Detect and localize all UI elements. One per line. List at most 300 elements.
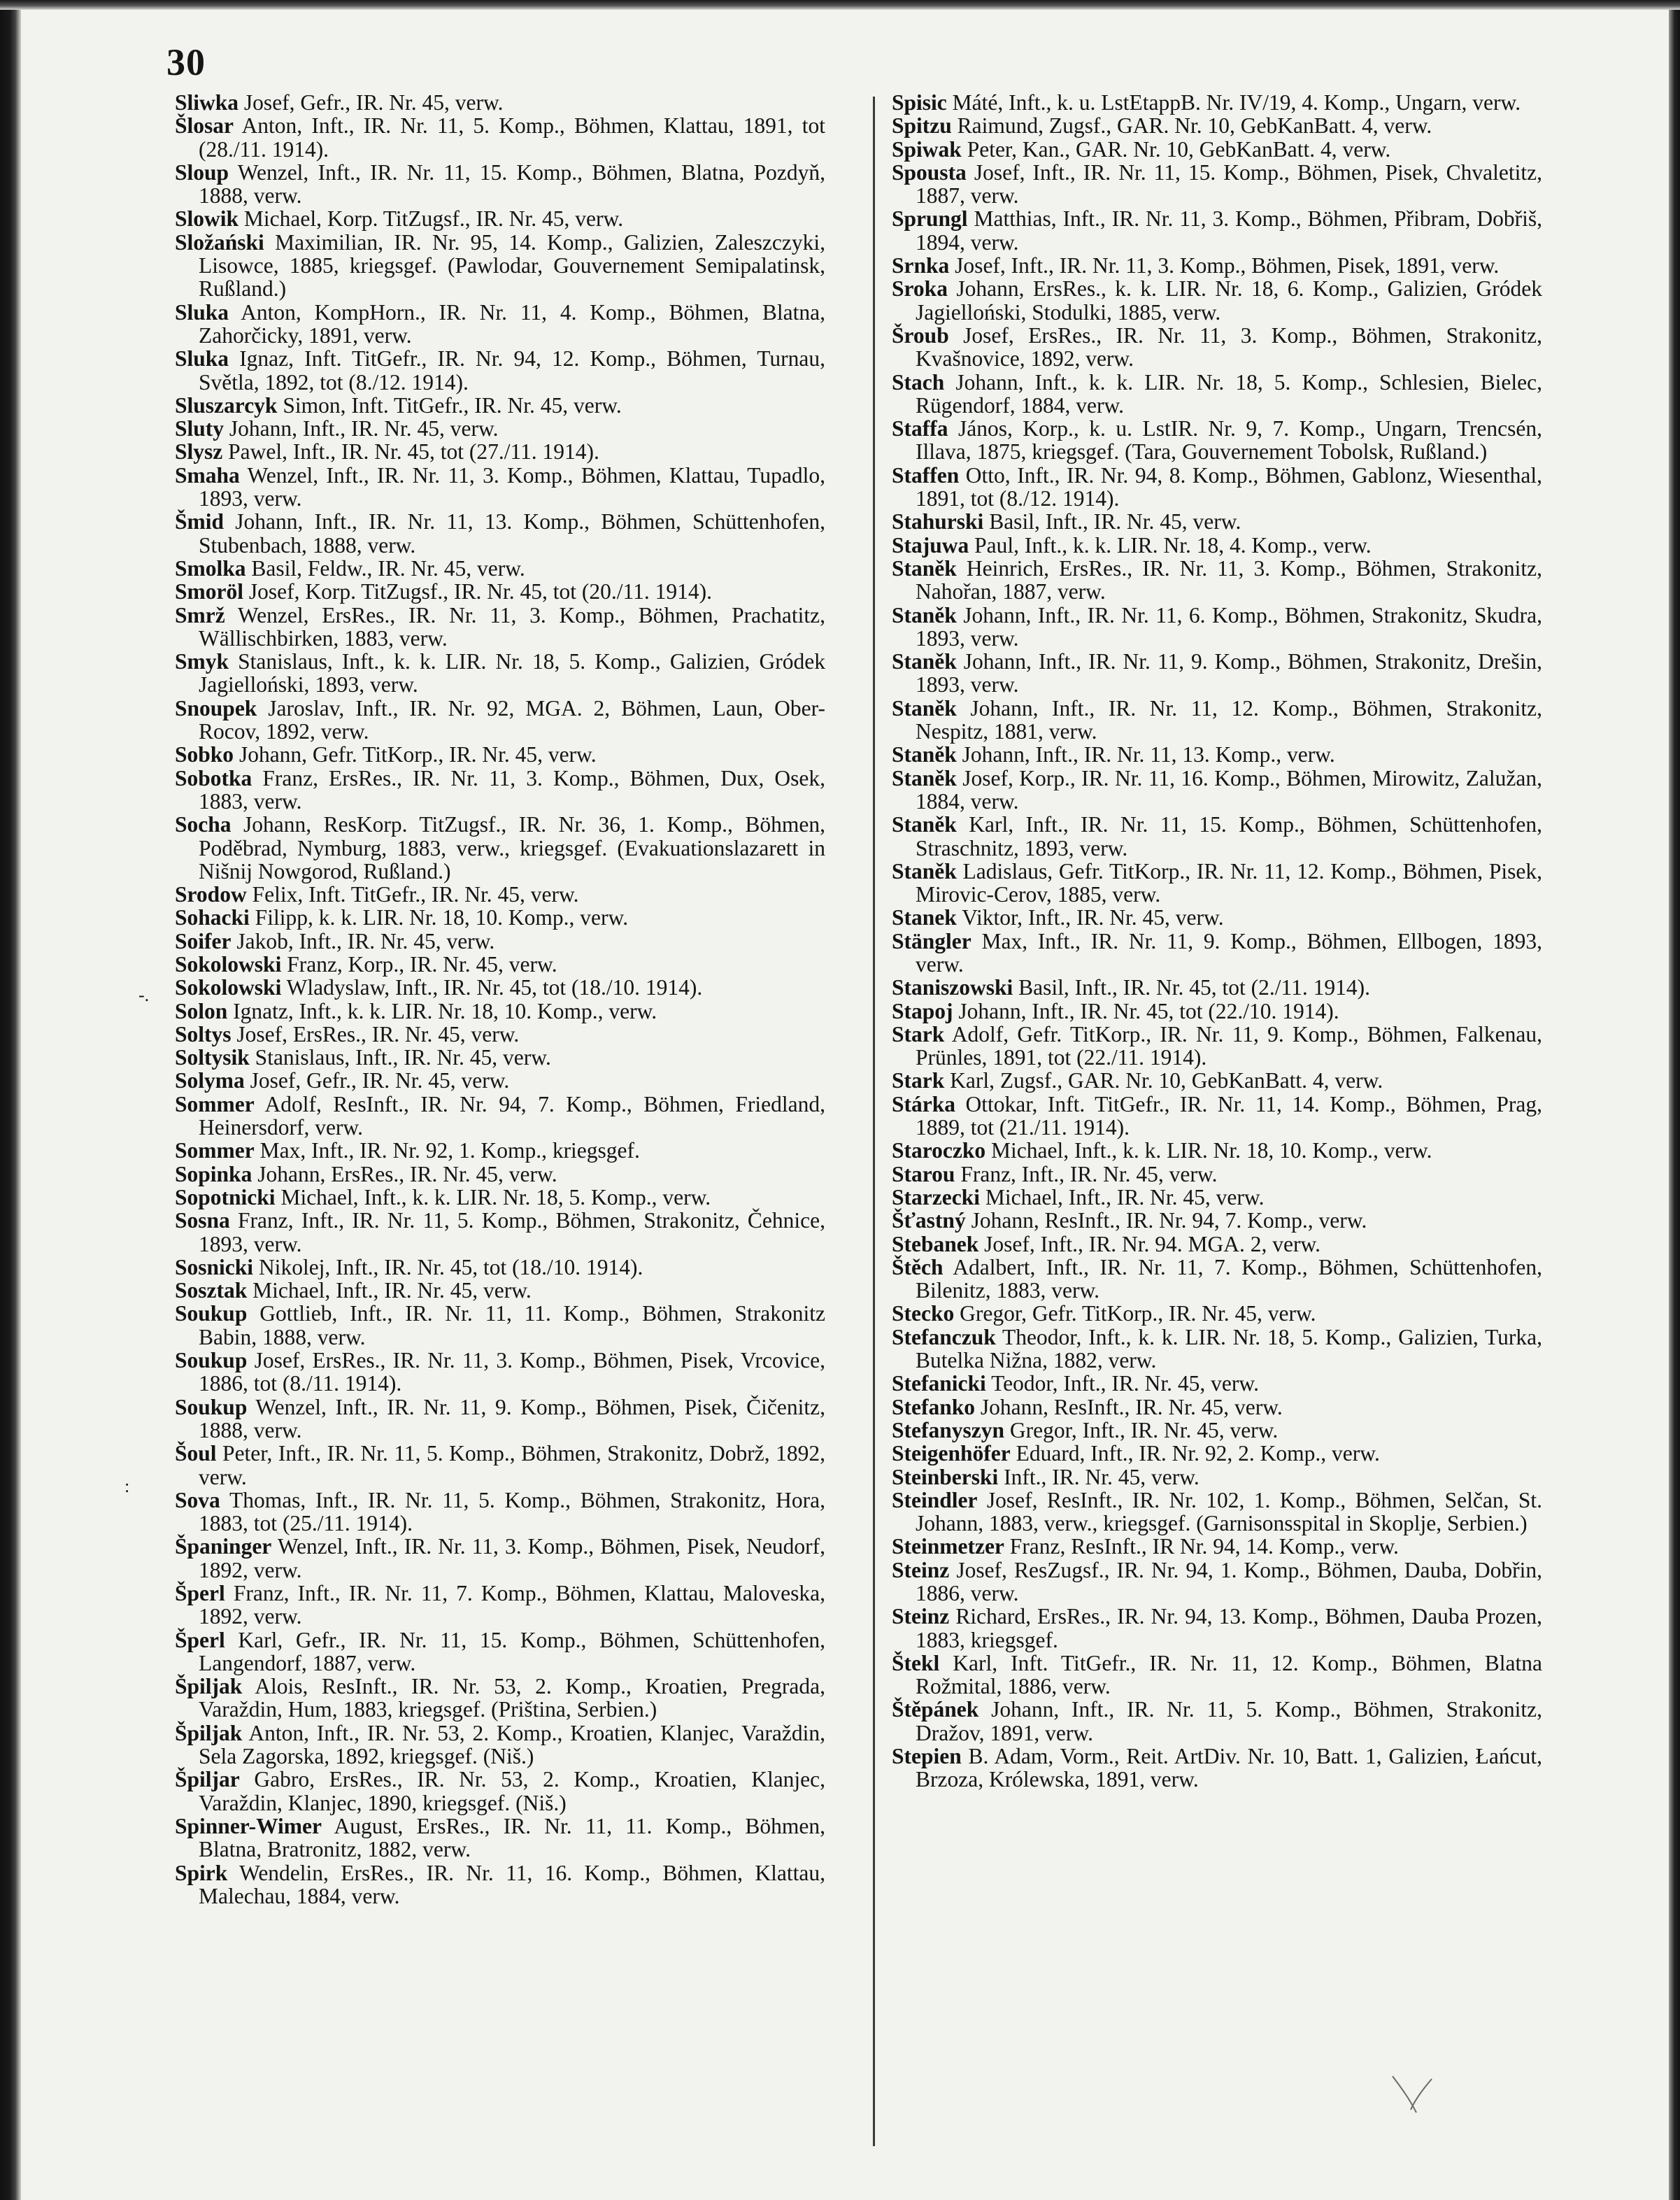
casualty-entry: [892, 1745, 1542, 1791]
entry-surname: Staniszowski: [892, 975, 1013, 1000]
entry-surname: Staněk: [892, 695, 957, 721]
entry-surname: Sliwka: [175, 90, 239, 115]
casualty-entry: [892, 114, 1542, 137]
casualty-entry: [892, 138, 1542, 161]
casualty-entry: [175, 883, 825, 906]
casualty-entry: [892, 930, 1542, 977]
entry-surname: Sosna: [175, 1208, 230, 1233]
entry-details: Karl, Zugsf., GAR. Nr. 10, GebKanBatt. 4, verw.: [950, 1068, 1383, 1093]
entry-details: Gregor, Inft., IR. Nr. 45, verw.: [1009, 1417, 1279, 1442]
casualty-entry: [892, 813, 1542, 860]
entry-details: Ignaz, Inft. TitGefr., IR. Nr. 94, 12. Komp., Böhmen, Turnau, Světla, 1892, tot (8./12. 1914).: [199, 346, 825, 395]
entry-details: Simon, Inft. TitGefr., IR. Nr. 45, verw.: [283, 392, 622, 418]
entry-surname: Sommer: [175, 1138, 255, 1163]
casualty-entry: [175, 1489, 825, 1535]
casualty-entry: [892, 1256, 1542, 1303]
casualty-entry: [175, 650, 825, 697]
entry-details: Johann, Inft., k. k. LIR. Nr. 18, 5. Komp., Schlesien, Bielec, Rügendorf, 1884, verw.: [916, 369, 1543, 418]
entry-details: Johann, Inft., IR. Nr. 11, 13. Komp., Böhmen, Schüttenhofen, Stubenbach, 1888, verw.: [199, 509, 825, 558]
casualty-entry: [892, 1000, 1542, 1023]
casualty-entry: [892, 510, 1542, 533]
entry-details: Josef, Inft., IR. Nr. 11, 15. Komp., Böhmen, Pisek, Chvaletitz, 1887, verw.: [916, 159, 1543, 208]
casualty-entry: [892, 1069, 1542, 1092]
casualty-entry: [175, 1768, 825, 1815]
entry-surname: Sprungl: [892, 206, 968, 232]
entry-details: Theodor, Inft., k. k. LIR. Nr. 18, 5. Komp., Galizien, Turka, Butelka Nižna, 1882, verw.: [916, 1324, 1542, 1373]
entry-surname: Stängler: [892, 928, 971, 953]
entry-surname: Solyma: [175, 1068, 245, 1093]
entry-details: Johann, Inft., IR. Nr. 11, 9. Komp., Böhmen, Strakonitz, Drešin, 1893, verw.: [916, 649, 1542, 697]
entry-details: Johann, Inft., IR. Nr. 11, 12. Komp., Böhmen, Strakonitz, Nespitz, 1881, verw.: [916, 695, 1542, 744]
entry-surname: Staněk: [892, 742, 957, 767]
entry-details: Richard, ErsRes., IR. Nr. 94, 13. Komp., Böhmen, Dauba Prozen, 1883, kriegsgef.: [916, 1604, 1542, 1652]
entry-surname: Stefanczuk: [892, 1324, 996, 1349]
casualty-entry: [892, 557, 1542, 604]
entry-surname: Soltysik: [175, 1045, 250, 1070]
entry-surname: Sommer: [175, 1091, 255, 1116]
casualty-entry: [892, 417, 1542, 464]
casualty-entry: [175, 1279, 825, 1302]
margin-mark: :: [124, 1476, 130, 1496]
entry-surname: Soukup: [175, 1348, 248, 1373]
casualty-entry: [175, 1861, 825, 1908]
entry-details: Máté, Inft., k. u. LstEtappB. Nr. IV/19, 4. Komp., Ungarn, verw.: [952, 90, 1521, 115]
entry-surname: Stark: [892, 1021, 945, 1046]
casualty-entry: [175, 1186, 825, 1209]
entry-surname: Šťastný: [892, 1208, 966, 1233]
entry-surname: Staffen: [892, 462, 960, 488]
casualty-entry: [892, 1559, 1542, 1605]
casualty-entry: [892, 743, 1542, 766]
entry-surname: Staněk: [892, 602, 957, 627]
casualty-entry: [175, 301, 825, 348]
entry-details: Josef, Inft., IR. Nr. 94. MGA. 2, verw.: [984, 1231, 1321, 1256]
entry-surname: Sloup: [175, 159, 229, 185]
entry-details: B. Adam, Vorm., Reit. ArtDiv. Nr. 10, Batt. 1, Galizien, Łańcut, Brzoza, Królewska, 1891, verw.: [916, 1744, 1543, 1792]
casualty-entry: [175, 976, 825, 999]
casualty-entry: [892, 604, 1542, 651]
entry-details: Nikolej, Inft., IR. Nr. 45, tot (18./10. 1914).: [258, 1254, 643, 1279]
casualty-entry: [175, 953, 825, 976]
entry-details: Franz, Inft., IR. Nr. 11, 7. Komp., Böhmen, Klattau, Maloveska, 1892, verw.: [199, 1581, 825, 1629]
entry-details: Matthias, Inft., IR. Nr. 11, 3. Komp., Böhmen, Přibram, Dobřiš, 1894, verw.: [916, 206, 1543, 255]
casualty-entry: [175, 231, 825, 301]
entry-details: Josef, Korp. TitZugsf., IR. Nr. 45, tot (20./11. 1914).: [248, 579, 712, 604]
entry-details: Gregor, Gefr. TitKorp., IR. Nr. 45, verw.: [960, 1301, 1316, 1326]
casualty-entry: [892, 1023, 1542, 1070]
entry-surname: Steinmetzer: [892, 1534, 1004, 1559]
entry-details: Josef, ResInft., IR. Nr. 102, 1. Komp., Böhmen, Selčan, St. Johann, 1883, verw., kriegsgef. (Garnisonsspital in Skoplje, Serbien.): [916, 1487, 1543, 1536]
entry-details: Johann, Gefr. TitKorp., IR. Nr. 45, verw.: [239, 742, 597, 767]
casualty-entry: [175, 1815, 825, 1861]
casualty-entry: [892, 767, 1542, 814]
casualty-entry: [175, 1000, 825, 1023]
margin-mark: -.: [138, 985, 150, 1005]
casualty-entry: [892, 1326, 1542, 1372]
entry-details: Teodor, Inft., IR. Nr. 45, verw.: [991, 1371, 1259, 1396]
entry-surname: Sosnicki: [175, 1254, 254, 1279]
entry-details: Wenzel, Inft., IR. Nr. 11, 3. Komp., Böhmen, Pisek, Neudorf, 1892, verw.: [199, 1534, 825, 1582]
entry-surname: Sobko: [175, 742, 234, 767]
casualty-entry: [892, 1652, 1542, 1698]
casualty-entry: [892, 1605, 1542, 1652]
entry-details: Josef, Gefr., IR. Nr. 45, verw.: [250, 1068, 510, 1093]
casualty-entry: [175, 417, 825, 440]
right-column: [892, 91, 1542, 1791]
entry-details: Basil, Feldw., IR. Nr. 45, verw.: [251, 555, 525, 581]
entry-surname: Stárka: [892, 1091, 956, 1116]
entry-details: Otto, Inft., IR. Nr. 94, 8. Komp., Böhmen, Gablonz, Wiesenthal, 1891, tot (8./12. 1914).: [916, 462, 1543, 511]
entry-details: Adolf, ResInft., IR. Nr. 94, 7. Komp., Böhmen, Friedland, Heinersdorf, verw.: [199, 1091, 825, 1140]
casualty-entry: [892, 697, 1542, 744]
casualty-entry: [892, 534, 1542, 557]
entry-details: Johann, ErsRes., IR. Nr. 45, verw.: [257, 1161, 557, 1186]
casualty-entry: [892, 1233, 1542, 1256]
entry-surname: Stach: [892, 369, 945, 395]
entry-surname: Stapoj: [892, 998, 953, 1023]
entry-surname: Šperl: [175, 1627, 225, 1652]
casualty-entry: [892, 371, 1542, 418]
entry-details: Maximilian, IR. Nr. 95, 14. Komp., Galizien, Zaleszczyki, Lisowce, 1885, kriegsgef. (Pawlodar, Gouvernement Semipalatinsk, Rußland.): [199, 229, 825, 301]
casualty-entry: [892, 1442, 1542, 1465]
entry-details: Anton, Inft., IR. Nr. 11, 5. Komp., Böhmen, Klattau, 1891, tot (28./11. 1914).: [199, 113, 825, 162]
entry-surname: Soukup: [175, 1301, 248, 1326]
casualty-entry: [175, 557, 825, 580]
entry-surname: Smoröl: [175, 579, 243, 604]
entry-details: Johann, Inft., IR. Nr. 11, 13. Komp., verw.: [962, 742, 1335, 767]
casualty-entry: [892, 1302, 1542, 1325]
entry-surname: Šlosar: [175, 113, 234, 139]
entry-details: Johann, Inft., IR. Nr. 45, tot (22./10. 1914).: [958, 998, 1339, 1023]
casualty-entry: [175, 510, 825, 557]
entry-surname: Šroub: [892, 322, 949, 348]
entry-surname: Soukup: [175, 1394, 248, 1419]
entry-details: Josef, ErsRes., IR. Nr. 11, 3. Komp., Böhmen, Strakonitz, Kvašnovice, 1892, verw.: [916, 322, 1543, 371]
entry-surname: Štěch: [892, 1254, 944, 1279]
entry-surname: Špiljar: [175, 1767, 240, 1792]
casualty-entry: [892, 1466, 1542, 1489]
entry-details: Gottlieb, Inft., IR. Nr. 11, 11. Komp., Böhmen, Strakonitz Babin, 1888, verw.: [199, 1301, 825, 1349]
entry-surname: Spitzu: [892, 113, 952, 139]
casualty-entry: [892, 1093, 1542, 1140]
entry-details: Peter, Kan., GAR. Nr. 10, GebKanBatt. 4, verw.: [967, 136, 1391, 162]
casualty-entry: [175, 1139, 825, 1162]
entry-surname: Steinz: [892, 1604, 950, 1629]
entry-details: Wenzel, Inft., IR. Nr. 11, 9. Komp., Böhmen, Pisek, Čičenitz, 1888, verw.: [199, 1394, 825, 1442]
entry-surname: Staněk: [892, 649, 957, 674]
left-column: [175, 91, 825, 1908]
entry-details: Thomas, Inft., IR. Nr. 11, 5. Komp., Böhmen, Strakonitz, Hora, 1883, tot (25./11. 1914).: [199, 1487, 826, 1536]
entry-details: Raimund, Zugsf., GAR. Nr. 10, GebKanBatt. 4, verw.: [957, 113, 1432, 139]
entry-surname: Staněk: [892, 555, 957, 581]
entry-details: Franz, Korp., IR. Nr. 45, verw.: [287, 951, 557, 977]
entry-details: Josef, ErsRes., IR. Nr. 45, verw.: [236, 1021, 520, 1046]
entry-details: Josef, Inft., IR. Nr. 11, 3. Komp., Böhmen, Pisek, 1891, verw.: [955, 253, 1500, 278]
entry-details: Peter, Inft., IR. Nr. 11, 5. Komp., Böhmen, Strakonitz, Dobrž, 1892, verw.: [199, 1441, 826, 1489]
casualty-entry: [175, 580, 825, 603]
entry-surname: Sokolowski: [175, 975, 282, 1000]
entry-details: Paul, Inft., k. k. LIR. Nr. 18, 4. Komp., verw.: [974, 532, 1372, 558]
entry-details: Max, Inft., IR. Nr. 92, 1. Komp., kriegsgef.: [259, 1138, 640, 1163]
entry-surname: Sluty: [175, 416, 225, 441]
entry-details: Michael, Korp. TitZugsf., IR. Nr. 45, verw.: [243, 206, 624, 232]
entry-details: Jaroslav, Inft., IR. Nr. 92, MGA. 2, Böhmen, Laun, Ober-Rocov, 1892, verw.: [199, 695, 825, 744]
entry-details: Josef, Gefr., IR. Nr. 45, verw.: [243, 90, 504, 115]
entry-surname: Špiljak: [175, 1674, 243, 1699]
entry-details: Karl, Gefr., IR. Nr. 11, 15. Komp., Böhmen, Schüttenhofen, Langendorf, 1887, verw.: [199, 1627, 825, 1675]
entry-surname: Staněk: [892, 765, 957, 790]
entry-surname: Srodow: [175, 882, 247, 907]
entry-details: Ladislaus, Gefr. TitKorp., IR. Nr. 11, 12. Komp., Böhmen, Pisek, Mirovic-Cerov, 1885, verw.: [916, 858, 1542, 907]
page-number: 30: [166, 41, 206, 83]
scan-edge-right: [1669, 0, 1680, 2200]
casualty-entry: [892, 1209, 1542, 1232]
entry-surname: Staněk: [892, 858, 957, 883]
entry-surname: Spousta: [892, 159, 967, 185]
casualty-entry: [892, 976, 1542, 999]
entry-surname: Steinz: [892, 1557, 950, 1582]
casualty-entry: [892, 1698, 1542, 1745]
entry-surname: Smaha: [175, 462, 240, 488]
casualty-entry: [175, 1535, 825, 1582]
casualty-entry: [892, 254, 1542, 277]
entry-details: Stanislaus, Inft., IR. Nr. 45, verw.: [255, 1045, 551, 1070]
entry-details: Viktor, Inft., IR. Nr. 45, verw.: [962, 905, 1224, 930]
entry-details: Jakob, Inft., IR. Nr. 45, verw.: [236, 928, 495, 953]
entry-surname: Smolka: [175, 555, 246, 581]
entry-surname: Stahurski: [892, 509, 984, 534]
entry-surname: Sluka: [175, 299, 229, 325]
entry-surname: Stanek: [892, 905, 957, 930]
casualty-entry: [892, 91, 1542, 114]
entry-surname: Stebanek: [892, 1231, 979, 1256]
casualty-entry: [175, 1023, 825, 1046]
casualty-entry: [892, 1419, 1542, 1442]
casualty-entry: [175, 1093, 825, 1140]
entry-surname: Sopinka: [175, 1161, 252, 1186]
entry-details: Max, Inft., IR. Nr. 11, 9. Komp., Böhmen, Ellbogen, 1893, verw.: [916, 928, 1543, 977]
entry-surname: Sopotnicki: [175, 1184, 276, 1209]
entry-details: Franz, ErsRes., IR. Nr. 11, 3. Komp., Böhmen, Dux, Osek, 1883, verw.: [199, 765, 826, 814]
entry-surname: Slowik: [175, 206, 239, 232]
entry-surname: Staffa: [892, 416, 948, 441]
casualty-entry: [175, 697, 825, 744]
casualty-entry: [175, 1582, 825, 1628]
casualty-entry: [175, 1675, 825, 1722]
casualty-entry: [892, 1535, 1542, 1558]
casualty-entry: [175, 1442, 825, 1489]
entry-details: Ignatz, Inft., k. k. LIR. Nr. 18, 10. Komp., verw.: [233, 998, 657, 1023]
entry-surname: Sokolowski: [175, 951, 282, 977]
scan-edge-left: [0, 0, 21, 2200]
entry-surname: Staroczko: [892, 1138, 986, 1163]
entry-details: Franz, ResInft., IR Nr. 94, 14. Komp., verw.: [1009, 1534, 1399, 1559]
entry-details: Adalbert, Inft., IR. Nr. 11, 7. Komp., Böhmen, Schüttenhofen, Bilenitz, 1883, verw.: [916, 1254, 1542, 1303]
casualty-entry: [175, 1256, 825, 1279]
entry-details: Wenzel, Inft., IR. Nr. 11, 3. Komp., Böhmen, Klattau, Tupadlo, 1893, verw.: [199, 462, 825, 511]
entry-surname: Španinger: [175, 1534, 272, 1559]
entry-surname: Šperl: [175, 1581, 225, 1605]
entry-surname: Starou: [892, 1161, 955, 1186]
casualty-entry: [892, 1186, 1542, 1209]
entry-details: Basil, Inft., IR. Nr. 45, tot (2./11. 1914).: [1018, 975, 1370, 1000]
casualty-entry: [175, 1349, 825, 1396]
column-divider: [873, 97, 875, 2146]
entry-surname: Smyk: [175, 649, 229, 674]
casualty-entry: [175, 464, 825, 511]
casualty-entry: [175, 1722, 825, 1768]
entry-details: Wenzel, ErsRes., IR. Nr. 11, 3. Komp., Böhmen, Prachatitz, Wällischbirken, 1883, verw.: [199, 602, 825, 651]
entry-details: Josef, ErsRes., IR. Nr. 11, 3. Komp., Böhmen, Pisek, Vrcovice, 1886, tot (8./11. 1914).: [199, 1348, 825, 1396]
entry-surname: Sluszarcyk: [175, 392, 278, 418]
casualty-entry: [175, 440, 825, 463]
entry-surname: Smrž: [175, 602, 225, 627]
entry-surname: Stajuwa: [892, 532, 969, 558]
entry-surname: Sroka: [892, 276, 948, 301]
entry-surname: Stefanyszyn: [892, 1417, 1005, 1442]
entry-details: Karl, Inft., IR. Nr. 11, 15. Komp., Böhmen, Schüttenhofen, Straschnitz, 1893, verw.: [916, 812, 1543, 860]
entry-surname: Složański: [175, 229, 264, 255]
casualty-entry: [892, 650, 1542, 697]
entry-details: Michael, Inft., IR. Nr. 45, verw.: [985, 1184, 1265, 1209]
entry-details: Felix, Inft. TitGefr., IR. Nr. 45, verw.: [252, 882, 579, 907]
casualty-entry: [892, 1489, 1542, 1535]
casualty-entry: [892, 464, 1542, 511]
entry-details: Pawel, Inft., IR. Nr. 45, tot (27./11. 1914).: [228, 439, 599, 464]
entry-surname: Stark: [892, 1068, 945, 1093]
entry-surname: Sosztak: [175, 1278, 248, 1303]
entry-surname: Slysz: [175, 439, 223, 464]
casualty-entry: [892, 1163, 1542, 1186]
casualty-entry: [175, 1163, 825, 1186]
casualty-entry: [175, 767, 825, 814]
entry-details: János, Korp., k. u. LstIR. Nr. 9, 7. Komp., Ungarn, Trencsén, Illava, 1875, kriegsgef. (Tara, Gouvernement Tobolsk, Rußland.): [916, 416, 1542, 464]
entry-details: Johann, Inft., IR. Nr. 11, 5. Komp., Böhmen, Strakonitz, Dražov, 1891, verw.: [916, 1697, 1542, 1745]
entry-details: Johann, ResInft., IR. Nr. 45, verw.: [980, 1394, 1283, 1419]
entry-details: Johann, ErsRes., k. k. LIR. Nr. 18, 6. Komp., Galizien, Gródek Jagielloński, Stodulki, 1885, verw.: [916, 276, 1543, 325]
entry-details: Heinrich, ErsRes., IR. Nr. 11, 3. Komp., Böhmen, Strakonitz, Nahořan, 1887, verw.: [916, 555, 1542, 604]
entry-surname: Spinner-Wimer: [175, 1813, 322, 1838]
entry-surname: Šmid: [175, 509, 225, 534]
entry-surname: Spiwak: [892, 136, 962, 162]
entry-details: August, ErsRes., IR. Nr. 11, 11. Komp., Böhmen, Blatna, Bratronitz, 1882, verw.: [199, 1813, 826, 1862]
entry-details: Josef, Korp., IR. Nr. 11, 16. Komp., Böhmen, Mirowitz, Zalužan, 1884, verw.: [916, 765, 1542, 814]
entry-details: Michael, Inft., IR. Nr. 45, verw.: [252, 1278, 532, 1303]
casualty-entry: [175, 930, 825, 953]
entry-details: Gabro, ErsRes., IR. Nr. 53, 2. Komp., Kroatien, Klanjec, Varaždin, Klanjec, 1890, kriegsgef. (Niš.): [199, 1767, 826, 1815]
entry-details: Wenzel, Inft., IR. Nr. 11, 15. Komp., Böhmen, Blatna, Pozdyň, 1888, verw.: [199, 159, 825, 208]
entry-surname: Sobotka: [175, 765, 252, 790]
casualty-entry: [175, 906, 825, 929]
entry-details: Johann, Inft., IR. Nr. 11, 6. Komp., Böhmen, Strakonitz, Skudra, 1893, verw.: [916, 602, 1543, 651]
casualty-entry: [175, 207, 825, 230]
entry-surname: Sova: [175, 1487, 220, 1512]
entry-details: Inft., IR. Nr. 45, verw.: [1004, 1464, 1200, 1489]
casualty-entry: [892, 906, 1542, 929]
entry-surname: Stepien: [892, 1744, 962, 1769]
entry-details: Wladyslaw, Inft., IR. Nr. 45, tot (18./10. 1914).: [286, 975, 703, 1000]
casualty-entry: [892, 1372, 1542, 1395]
entry-surname: Staněk: [892, 812, 957, 837]
casualty-entry: [175, 394, 825, 417]
entry-details: Franz, Inft., IR. Nr. 45, verw.: [960, 1161, 1218, 1186]
entry-surname: Srnka: [892, 253, 950, 278]
casualty-entry: [175, 1209, 825, 1256]
casualty-entry: [175, 743, 825, 766]
entry-surname: Socha: [175, 812, 232, 837]
casualty-entry: [175, 1046, 825, 1069]
casualty-entry: [175, 161, 825, 208]
entry-details: Johann, ResInft., IR. Nr. 94, 7. Komp., verw.: [971, 1208, 1367, 1233]
entry-surname: Sohacki: [175, 905, 250, 930]
entry-details: Josef, ResZugsf., IR. Nr. 94, 1. Komp., Böhmen, Dauba, Dobřin, 1886, verw.: [916, 1557, 1543, 1605]
casualty-entry: [892, 161, 1542, 208]
casualty-entry: [175, 1302, 825, 1349]
entry-surname: Štekl: [892, 1650, 940, 1675]
entry-details: Eduard, Inft., IR. Nr. 92, 2. Komp., verw.: [1016, 1441, 1380, 1466]
entry-surname: Štěpánek: [892, 1697, 979, 1722]
casualty-entry: [892, 1396, 1542, 1419]
casualty-entry: [175, 813, 825, 883]
entry-surname: Starzecki: [892, 1184, 980, 1209]
casualty-entry: [892, 277, 1542, 324]
entry-details: Filipp, k. k. LIR. Nr. 18, 10. Komp., verw.: [255, 905, 629, 930]
entry-details: Michael, Inft., k. k. LIR. Nr. 18, 10. Komp., verw.: [991, 1138, 1432, 1163]
entry-details: Anton, Inft., IR. Nr. 53, 2. Komp., Kroatien, Klanjec, Varaždin, Sela Zagorska, 1892, kriegsgef. (Niš.): [199, 1720, 825, 1769]
entry-details: Adolf, Gefr. TitKorp., IR. Nr. 11, 9. Komp., Böhmen, Falkenau, Prünles, 1891, tot (22./11. 1914).: [916, 1021, 1542, 1070]
entry-surname: Spisic: [892, 90, 947, 115]
entry-surname: Stefanko: [892, 1394, 976, 1419]
entry-details: Wendelin, ErsRes., IR. Nr. 11, 16. Komp., Böhmen, Klattau, Malechau, 1884, verw.: [199, 1860, 825, 1908]
entry-details: Anton, KompHorn., IR. Nr. 11, 4. Komp., Böhmen, Blatna, Zahorčicky, 1891, verw.: [199, 299, 825, 348]
scan-edge-top: [0, 0, 1680, 10]
casualty-entry: [175, 1628, 825, 1675]
casualty-entry: [892, 324, 1542, 371]
entry-surname: Steindler: [892, 1487, 978, 1512]
entry-details: Johann, ResKorp. TitZugsf., IR. Nr. 36, 1. Komp., Böhmen, Poděbrad, Nymburg, 1883, verw., kriegsgef. (Evakuationslazarett in Nišnij Nowgorod, Rußland.): [199, 812, 826, 883]
entry-surname: Spirk: [175, 1860, 228, 1885]
entry-details: Franz, Inft., IR. Nr. 11, 5. Komp., Böhmen, Strakonitz, Čehnice, 1893, verw.: [199, 1208, 826, 1256]
casualty-entry: [175, 347, 825, 394]
entry-surname: Sluka: [175, 346, 229, 371]
entry-surname: Šoul: [175, 1441, 217, 1466]
entry-details: Alois, ResInft., IR. Nr. 53, 2. Komp., Kroatien, Pregrada, Varaždin, Hum, 1883, kriegsgef. (Priština, Serbien.): [199, 1674, 825, 1722]
entry-surname: Steigenhöfer: [892, 1441, 1011, 1466]
casualty-entry: [175, 1069, 825, 1092]
entry-surname: Stefanicki: [892, 1371, 986, 1396]
entry-details: Ottokar, Inft. TitGefr., IR. Nr. 11, 14. Komp., Böhmen, Prag, 1889, tot (21./11. 1914).: [916, 1091, 1543, 1140]
casualty-entry: [175, 1396, 825, 1442]
casualty-entry: [175, 91, 825, 114]
entry-details: Johann, Inft., IR. Nr. 45, verw.: [229, 416, 499, 441]
entry-surname: Snoupek: [175, 695, 257, 721]
entry-details: Stanislaus, Inft., k. k. LIR. Nr. 18, 5. Komp., Galizien, Gródek Jagielloński, 1893, verw.: [199, 649, 825, 697]
casualty-entry: [175, 114, 825, 161]
casualty-entry: [175, 604, 825, 651]
pencil-check-mark: [1388, 2072, 1437, 2117]
casualty-entry: [892, 207, 1542, 254]
entry-details: Basil, Inft., IR. Nr. 45, verw.: [989, 509, 1241, 534]
entry-surname: Steinberski: [892, 1464, 999, 1489]
casualty-entry: [892, 1139, 1542, 1162]
entry-details: Michael, Inft., k. k. LIR. Nr. 18, 5. Komp., verw.: [280, 1184, 711, 1209]
entry-surname: Špiljak: [175, 1720, 243, 1745]
casualty-entry: [892, 860, 1542, 907]
entry-surname: Soifer: [175, 928, 232, 953]
entry-surname: Solon: [175, 998, 228, 1023]
entry-surname: Soltys: [175, 1021, 232, 1046]
entry-details: Karl, Inft. TitGefr., IR. Nr. 11, 12. Komp., Böhmen, Blatna Rožmital, 1886, verw.: [916, 1650, 1543, 1699]
